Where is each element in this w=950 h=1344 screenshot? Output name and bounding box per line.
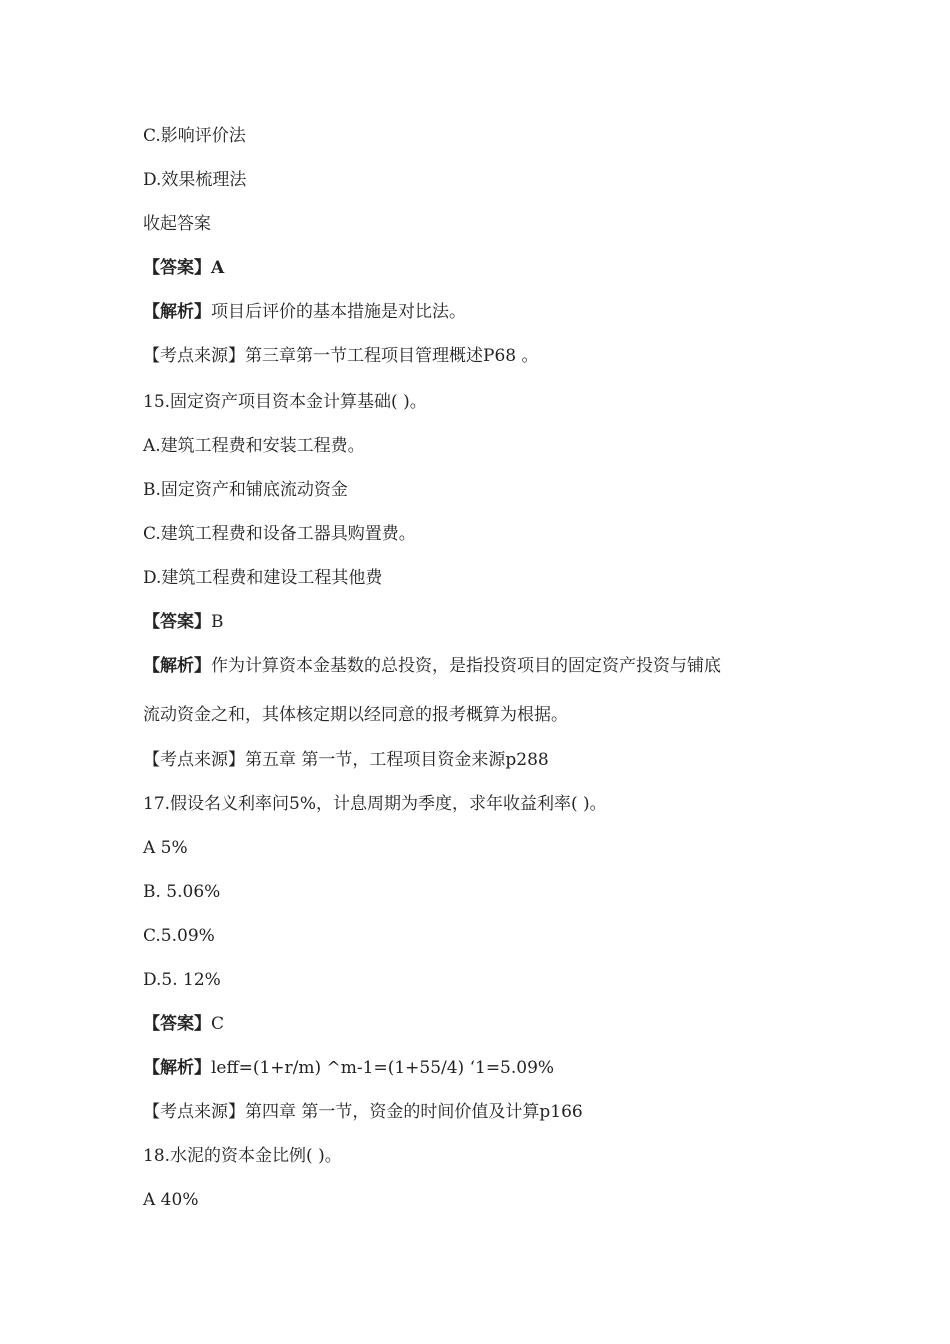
q17-option-c: C.5.09% [143, 926, 215, 946]
q15-answer [143, 610, 830, 634]
q14-answer [143, 256, 830, 280]
analysis-label: 【解析】 [143, 1058, 211, 1078]
q14-option-c: C.影响评价法 [143, 126, 246, 146]
q14-analysis [143, 300, 830, 324]
q18-stem: 18.水泥的资本金比例( )。 [143, 1146, 342, 1166]
q17-analysis [143, 1056, 830, 1080]
q17-stem: 17.假设名义利率问5%，计息周期为季度，求年收益利率( )。 [143, 794, 607, 814]
q15-analysis-line-2: 流动资金之和，其体核定期以经同意的报考概算为根据。 [143, 705, 568, 725]
analysis-text: 项目后评价的基本措施是对比法。 [211, 302, 466, 322]
answer-value: B [211, 612, 224, 632]
q14-option-d: D.效果梳理法 [143, 170, 247, 190]
q15-option-a: A.建筑工程费和安装工程费。 [143, 436, 365, 456]
q18-option-a: A 40% [143, 1190, 199, 1210]
answer-value: C [211, 1014, 225, 1034]
q17-source: 【考点来源】第四章 第一节，资金的时间价值及计算p166 [143, 1102, 583, 1122]
answer-label: 【答案】 [143, 612, 211, 632]
answer-label: 【答案】 [143, 1014, 211, 1034]
analysis-text: 作为计算资本金基数的总投资，是指投资项目的固定资产投资与铺底 [211, 656, 721, 676]
q15-option-b: B.固定资产和铺底流动资金 [143, 480, 348, 500]
answer-value: A [211, 258, 225, 278]
q15-stem: 15.固定资产项目资本金计算基础( )。 [143, 392, 427, 412]
q17-option-a: A 5% [143, 838, 188, 858]
q15-analysis-line-1 [143, 654, 830, 678]
analysis-label: 【解析】 [143, 656, 211, 676]
q14-source: 【考点来源】第三章第一节工程项目管理概述P68 。 [143, 346, 539, 366]
answer-label: 【答案】 [143, 258, 211, 278]
collapse-answer-link[interactable]: 收起答案 [143, 214, 211, 234]
q17-option-b: B. 5.06% [143, 882, 221, 902]
q15-option-d: D.建筑工程费和建设工程其他费 [143, 568, 383, 588]
analysis-label: 【解析】 [143, 302, 211, 322]
analysis-text: leff=(1+r/m) ^m-1=(1+55/4) ‘1=5.09% [211, 1058, 555, 1078]
q17-answer [143, 1012, 830, 1036]
q17-option-d: D.5. 12% [143, 970, 221, 990]
q15-source: 【考点来源】第五章 第一节，工程项目资金来源p288 [143, 750, 549, 770]
q15-option-c: C.建筑工程费和设备工器具购置费。 [143, 524, 416, 544]
